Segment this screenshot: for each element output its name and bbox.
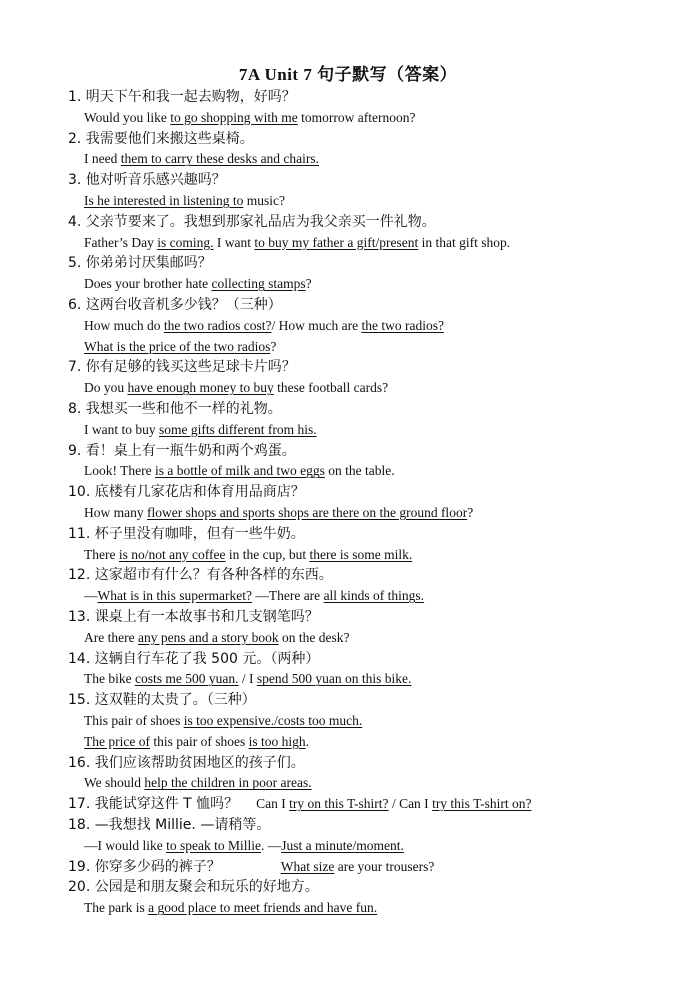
answer-english — [84, 899, 377, 917]
sentence-text: How much do — [84, 317, 164, 333]
answer-blank: the two radios cost? — [163, 317, 272, 333]
sentence-text: tomorrow afternoon? — [297, 109, 416, 125]
answer-blank: to speak to Millie — [166, 837, 261, 853]
sentence-text: Look! There — [84, 463, 155, 479]
sentence-text: Are there — [84, 629, 138, 645]
sentence-text: . — [305, 733, 309, 749]
sentence-text: Would you like — [84, 109, 171, 125]
question-chinese — [68, 296, 282, 314]
sentence-text: in that gift shop. — [418, 234, 511, 250]
sentence-text: . — [261, 837, 265, 853]
sentence-text: Do you — [84, 380, 128, 396]
answer-blank: What is in this supermarket? — [97, 588, 252, 604]
answer-english — [281, 859, 435, 874]
sentence-text: Does your brother hate — [84, 276, 212, 292]
question-chinese — [68, 213, 436, 231]
answer-english — [84, 338, 276, 356]
sentence-text: This pair of shoes — [84, 713, 184, 728]
question-text: 16. 我们应该帮助贫困地区的孩子们。 — [68, 754, 305, 771]
sentence-text: ? — [305, 276, 312, 292]
answer-english — [84, 587, 424, 605]
answer-blank: try on this T-shirt? — [289, 796, 389, 812]
answer-blank: all kinds of things. — [323, 588, 425, 604]
question-chinese — [68, 795, 531, 813]
question-chinese — [68, 254, 212, 272]
question-text: 11. 杯子里没有咖啡，但有一些牛奶。 — [68, 525, 305, 542]
sentence-text: ? — [467, 505, 474, 520]
answer-english — [84, 774, 312, 792]
question-chinese — [68, 130, 254, 148]
answer-english — [84, 275, 312, 293]
sentence-text: this pair of shoes — [149, 733, 249, 749]
answer-blank: to buy my father a gift/present — [254, 234, 419, 250]
answer-blank: The price of — [84, 733, 150, 749]
answer-english — [84, 379, 388, 397]
answer-blank: is coming. — [157, 234, 214, 250]
question-chinese — [68, 566, 333, 584]
question-text: 3. 他对听音乐感兴趣吗？ — [68, 172, 226, 189]
question-text: 8. 我想买一些和他不一样的礼物。 — [68, 401, 282, 417]
question-chinese — [68, 816, 270, 834]
answer-english — [84, 670, 411, 688]
question-text: 20. 公园是和朋友聚会和玩乐的好地方。 — [68, 879, 319, 896]
question-chinese — [68, 754, 305, 772]
answer-blank: What size — [280, 858, 335, 874]
answer-blank: a good place to meet friends and have fun. — [148, 900, 378, 916]
question-text: 4. 父亲节要来了。我想到那家礼品店为我父亲买一件礼物。 — [68, 213, 436, 230]
answer-english — [84, 837, 404, 855]
answer-english — [84, 192, 285, 210]
sentence-text: in the cup, but — [225, 546, 310, 562]
question-text: 6. 这两台收音机多少钱？（三种） — [68, 297, 282, 313]
question-text: 17. 我能试穿这件 T 恤吗？ — [68, 796, 239, 813]
question-text: 9. 看！桌上有一瓶牛奶和两个鸡蛋。 — [68, 442, 296, 459]
answer-blank: any pens and a story book — [137, 629, 279, 645]
sentence-text: I want — [213, 234, 255, 250]
sentence-text: / I — [238, 671, 257, 687]
question-chinese — [68, 400, 282, 418]
answer-blank: What is the price of the two radios — [84, 338, 271, 354]
question-chinese — [68, 442, 296, 460]
sentence-text: There — [84, 546, 119, 562]
answer-blank: collecting stamps — [211, 276, 306, 292]
answer-blank: some gifts different from his. — [159, 421, 317, 437]
answer-blank: is too expensive./costs too much. — [183, 713, 363, 728]
answer-english — [84, 629, 349, 647]
question-chinese — [68, 650, 319, 668]
sentence-text: / How much are — [271, 317, 362, 333]
question-text: 19. 你穿多少码的裤子？ — [68, 858, 221, 875]
answer-english — [84, 317, 444, 335]
question-chinese — [68, 525, 305, 543]
sentence-text: — — [84, 588, 98, 604]
sentence-text: ? — [270, 338, 277, 354]
sentence-text: these football cards? — [273, 380, 389, 396]
answer-blank: to go shopping with me — [170, 109, 298, 125]
question-text: 14. 这辆自行车花了我 500 元。（两种） — [68, 650, 320, 667]
answer-english — [84, 546, 412, 564]
answer-blank: Just a minute/moment. — [281, 837, 404, 853]
answer-english — [84, 733, 309, 751]
question-text: 2. 我需要他们来搬这些桌椅。 — [68, 130, 254, 147]
answer-blank: is a bottle of milk and two eggs — [154, 463, 325, 479]
answer-english — [84, 504, 473, 522]
answer-english — [84, 421, 317, 439]
question-text: 1. 明天下午和我一起去购物，好吗？ — [68, 89, 296, 105]
question-text: 15. 这双鞋的太贵了。（三种） — [68, 692, 256, 709]
question-chinese — [68, 483, 305, 501]
answer-english — [84, 712, 362, 730]
sentence-text: —I would like — [84, 837, 167, 853]
answer-blank: the two radios? — [361, 317, 444, 333]
question-text: 18. —我想找 Millie. —请稍等。 — [68, 817, 271, 833]
question-chinese — [68, 691, 256, 709]
sentence-text: are your trousers? — [334, 858, 435, 874]
question-chinese — [68, 358, 296, 376]
sentence-text: on the table. — [324, 463, 395, 479]
sentence-text: — — [264, 837, 282, 853]
sentence-text: I need — [84, 151, 121, 167]
sentence-text: I want to buy — [84, 421, 159, 437]
question-text: 5. 你弟弟讨厌集邮吗？ — [68, 255, 212, 272]
answer-english — [84, 150, 319, 168]
answer-blank: them to carry these desks and chairs. — [120, 151, 320, 167]
sentence-text: The park is — [84, 900, 149, 916]
question-text: 13. 课桌上有一本故事书和几支钢笔吗？ — [68, 609, 319, 625]
sentence-text: / Can I — [388, 796, 433, 812]
sentence-text: We should — [84, 775, 145, 791]
question-chinese — [68, 878, 319, 896]
sentence-text: on the desk? — [278, 629, 350, 645]
question-chinese — [68, 608, 319, 626]
sentence-text: Can I — [256, 796, 290, 812]
answer-blank: costs me 500 yuan. — [134, 671, 239, 687]
sentence-text: The bike — [84, 671, 135, 687]
answer-blank: Is he interested in listening to — [84, 193, 244, 208]
sentence-text: —There are — [251, 588, 324, 604]
question-chinese — [68, 88, 296, 106]
answer-blank: is too high — [248, 733, 306, 749]
question-chinese — [68, 171, 226, 189]
question-text: 12. 这家超市有什么？有各种各样的东西。 — [68, 567, 333, 584]
answer-blank: is no/not any coffee — [118, 546, 226, 562]
answer-english — [84, 109, 416, 127]
answer-blank: have enough money to buy — [127, 380, 274, 396]
answer-english — [84, 462, 395, 480]
answer-blank: flower shops and sports shops are there on the ground floor — [147, 505, 468, 520]
answer-english — [256, 796, 531, 811]
page-title: 7A Unit 7 句子默写（答案） — [238, 65, 458, 84]
answer-blank: help the children in poor areas. — [144, 775, 312, 791]
answer-blank: try this T-shirt on? — [432, 796, 532, 812]
question-text: 10. 底楼有几家花店和体育用品商店？ — [68, 484, 305, 501]
question-chinese — [68, 858, 434, 876]
answer-blank: there is some milk. — [309, 546, 413, 562]
sentence-text: music? — [243, 193, 285, 208]
question-text: 7. 你有足够的钱买这些足球卡片吗？ — [68, 359, 296, 376]
answer-blank: spend 500 yuan on this bike. — [256, 671, 412, 687]
sentence-text: Father’s Day — [84, 234, 158, 250]
sentence-text: How many — [84, 505, 147, 520]
answer-english — [84, 234, 510, 252]
